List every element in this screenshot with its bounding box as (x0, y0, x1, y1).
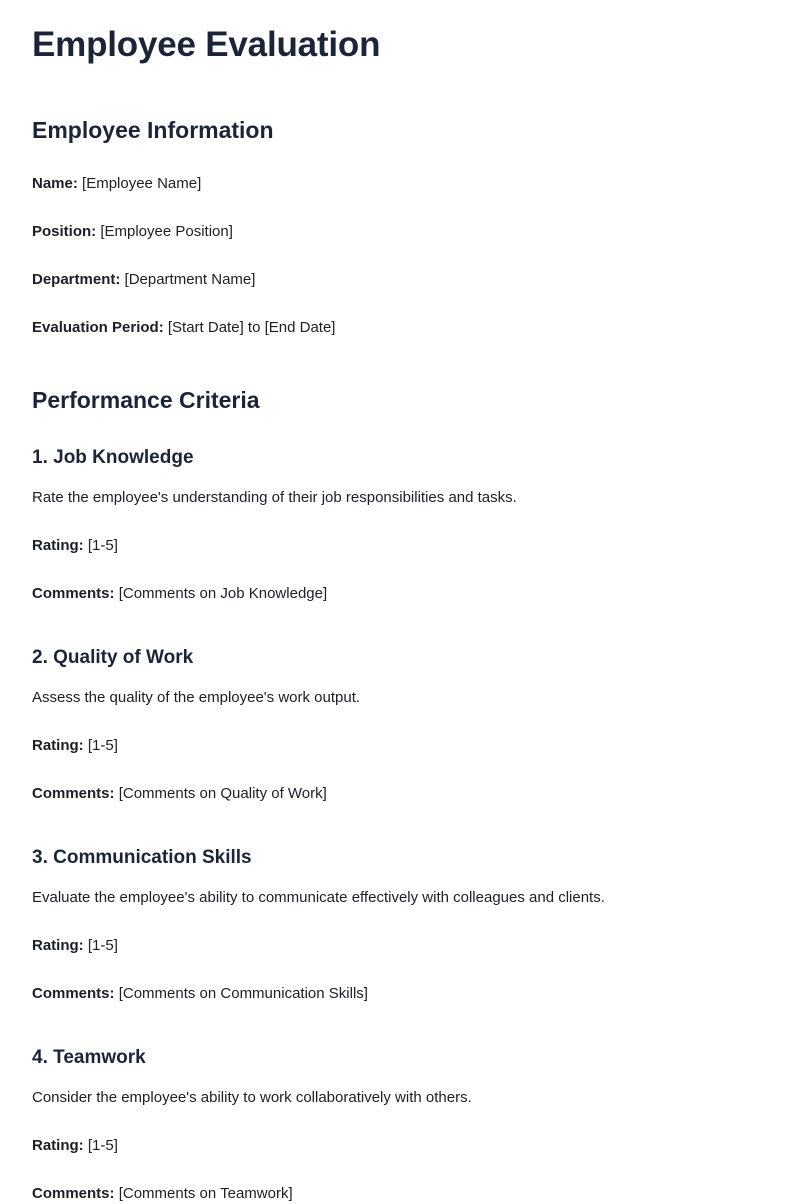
rating-value: [1-5] (87, 1137, 118, 1154)
criterion-rating (32, 1136, 768, 1156)
comments-label: Comments: (32, 785, 115, 802)
employee-information-section (32, 116, 768, 338)
criterion-title: 4. Teamwork (32, 1047, 146, 1068)
field-name (32, 174, 768, 194)
comments-label: Comments: (32, 585, 115, 602)
field-value: [Start Date] to [End Date] (167, 319, 336, 336)
performance-criteria-section (32, 386, 768, 1204)
comments-value: [Comments on Quality of Work] (118, 785, 327, 802)
rating-value: [1-5] (87, 937, 118, 954)
criterion-title: 1. Job Knowledge (32, 447, 194, 468)
rating-value: [1-5] (87, 537, 118, 554)
field-value: [Employee Name] (82, 175, 202, 192)
field-position (32, 222, 768, 242)
rating-label: Rating: (32, 937, 84, 954)
comments-value: [Comments on Communication Skills] (118, 985, 368, 1002)
criterion-description: Consider the employee's ability to work collaboratively with others. (32, 1089, 472, 1106)
criterion-rating (32, 736, 768, 756)
field-value: [Department Name] (124, 271, 256, 288)
field-evaluation-period (32, 318, 768, 338)
rating-label: Rating: (32, 1137, 84, 1154)
criterion-rating (32, 936, 768, 956)
criterion-comments (32, 584, 768, 604)
criterion-description: Evaluate the employee's ability to communicate effectively with colleagues and clients. (32, 889, 605, 906)
section-heading-performance-criteria: Performance Criteria (32, 387, 260, 413)
comments-label: Comments: (32, 985, 115, 1002)
criterion-comments (32, 984, 768, 1004)
field-value: [Employee Position] (100, 223, 233, 240)
page-title: Employee Evaluation (32, 25, 381, 64)
rating-value: [1-5] (87, 737, 118, 754)
field-label: Name: (32, 175, 78, 192)
criterion-comments (32, 1184, 768, 1204)
field-label: Evaluation Period: (32, 319, 164, 336)
criterion-quality-of-work (32, 646, 768, 804)
rating-label: Rating: (32, 737, 84, 754)
criterion-title: 3. Communication Skills (32, 847, 252, 868)
criterion-rating (32, 536, 768, 556)
rating-label: Rating: (32, 537, 84, 554)
criterion-description: Rate the employee's understanding of their job responsibilities and tasks. (32, 489, 517, 506)
criterion-comments (32, 784, 768, 804)
criterion-communication-skills (32, 846, 768, 1004)
criterion-description: Assess the quality of the employee's work output. (32, 689, 361, 706)
comments-value: [Comments on Teamwork] (118, 1185, 293, 1202)
section-heading-employee-information: Employee Information (32, 117, 274, 143)
criterion-job-knowledge (32, 446, 768, 604)
criterion-title: 2. Quality of Work (32, 647, 194, 668)
criterion-teamwork (32, 1046, 768, 1204)
comments-value: [Comments on Job Knowledge] (118, 585, 328, 602)
comments-label: Comments: (32, 1185, 115, 1202)
field-department (32, 270, 768, 290)
field-label: Position: (32, 223, 97, 240)
field-label: Department: (32, 271, 121, 288)
